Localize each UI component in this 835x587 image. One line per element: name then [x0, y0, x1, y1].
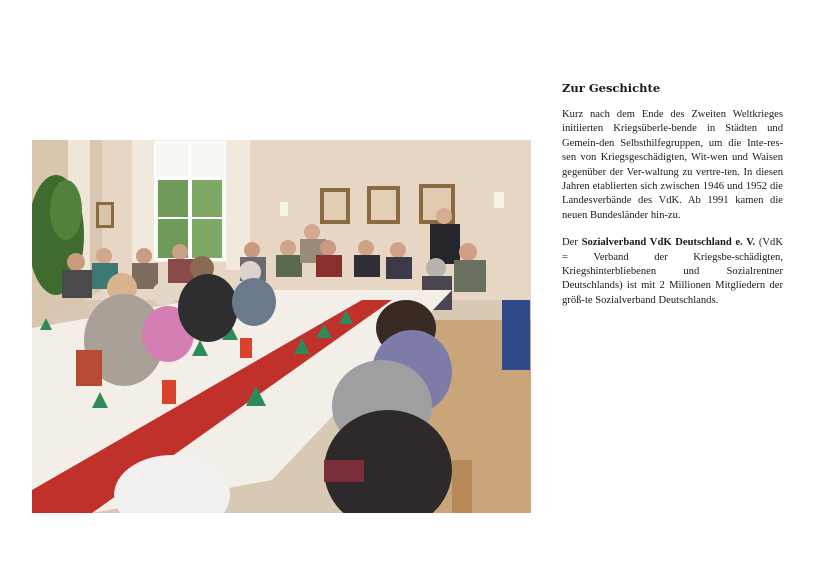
- article-paragraph-history: Kurz nach dem Ende des Zweiten Weltkrieges initiierten Kriegsüberle-bende in Städten und Gemein-den Selbsthilfegruppen, um die Inte-res-sen von Kriegsgeschädigten, Wit-wen und Waisen gegenüber der Ver-waltung zu vertre-ten. In diesen Jahren etablierten sich zwischen 1946 und 1952 die Landesverbände des VdK. Ab 1991 kamen die neuen Bundesländer hin-zu.: [562, 109, 783, 221]
- vdk-name: Sozialverband VdK Deutschland e. V.: [581, 237, 756, 249]
- article-heading: Zur Geschichte: [562, 81, 661, 95]
- chair: [76, 350, 102, 386]
- vdk-description: (VdK = Verband der Kriegsbe-schädigten, Kriegshinterbliebenen und Sozialrentner Deutschlands) ist mit 2 Millionen Mitgliedern der größ-te Sozialverband Deutschlands.: [562, 237, 784, 306]
- candle: [162, 380, 176, 404]
- article-paragraph-vdk: [562, 236, 783, 308]
- article-column: [562, 80, 783, 321]
- event-photo-illustration: [32, 140, 531, 513]
- vdk-prefix: Der: [562, 237, 582, 249]
- event-photo: [32, 140, 531, 513]
